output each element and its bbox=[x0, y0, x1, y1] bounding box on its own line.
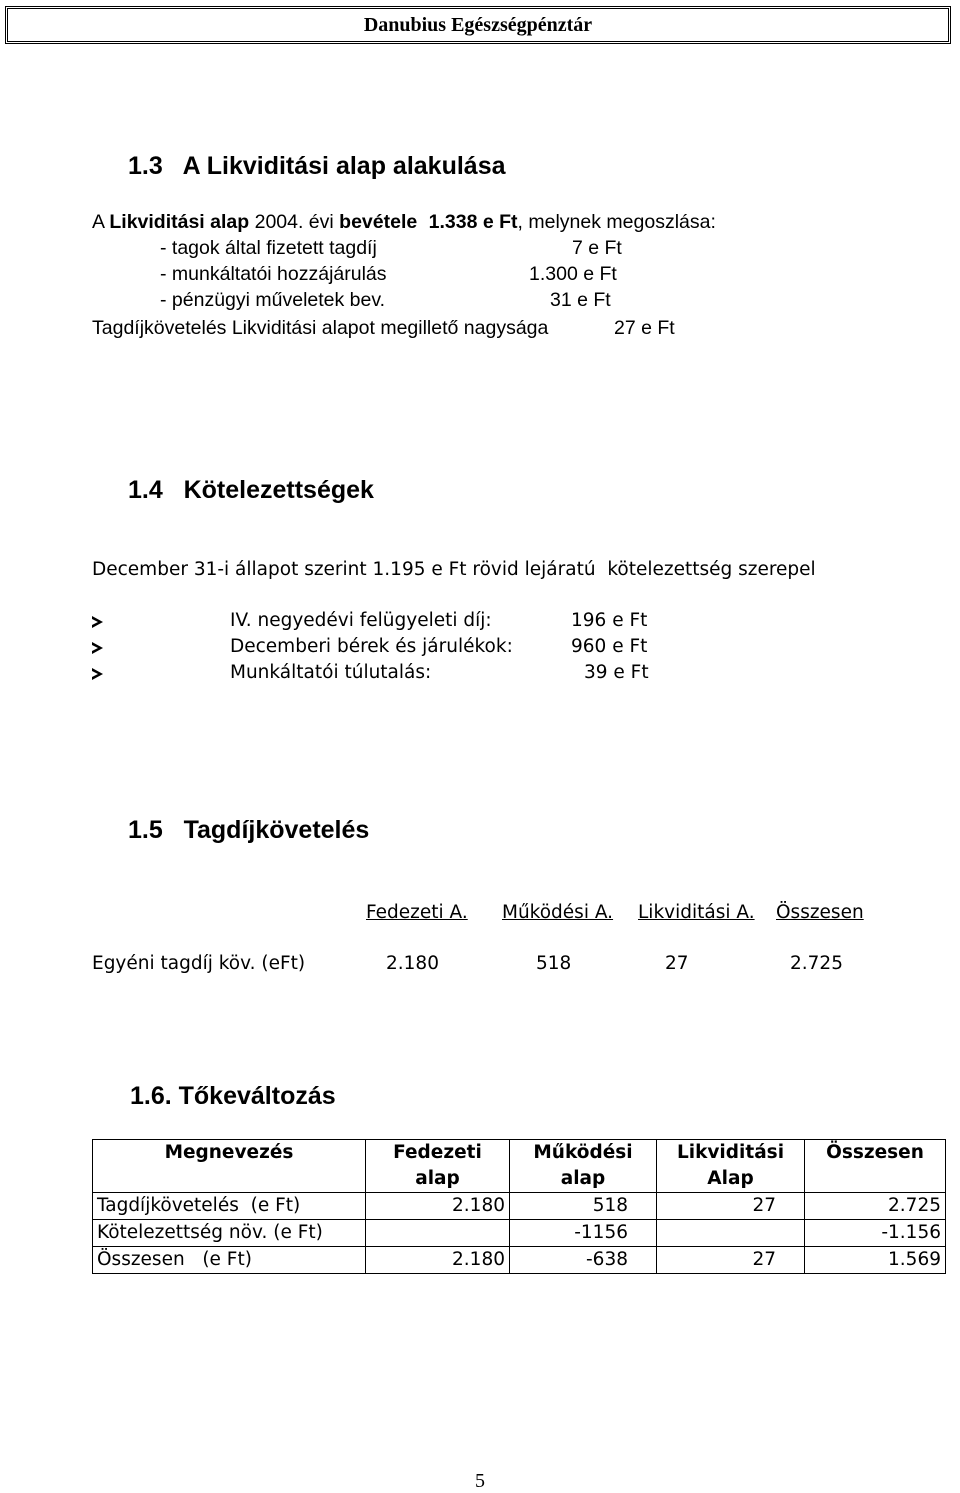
table-row bbox=[93, 1247, 946, 1274]
table-header-cell: Összesen bbox=[805, 1140, 946, 1193]
s14-item-label: IV. negyedévi felügyeleti díj: bbox=[230, 610, 492, 631]
table-header-row bbox=[93, 1140, 946, 1193]
table-cell: 1.569 bbox=[805, 1247, 946, 1274]
s14-item-label: Munkáltatói túlutalás: bbox=[230, 662, 432, 683]
s15-col-header: Működési A. bbox=[502, 902, 614, 923]
page-header bbox=[5, 6, 951, 44]
s15-row-value: 518 bbox=[536, 953, 572, 974]
section-1-4-heading: 1.4 Kötelezettségek bbox=[128, 476, 374, 504]
table-cell: -1156 bbox=[510, 1220, 657, 1247]
table-cell bbox=[657, 1220, 805, 1247]
table-cell: 27 bbox=[657, 1247, 805, 1274]
table-cell: Tagdíjkövetelés (e Ft) bbox=[93, 1193, 366, 1220]
s13-item-value: 1.300 e Ft bbox=[529, 263, 617, 285]
s13-intro-d: bevétele bbox=[339, 211, 418, 233]
page-number: 5 bbox=[475, 1470, 485, 1492]
arrow-bullet-icon bbox=[92, 616, 103, 628]
table-header-cell: Megnevezés bbox=[93, 1140, 366, 1193]
table-row bbox=[93, 1220, 946, 1247]
table-cell: 2.725 bbox=[805, 1193, 946, 1220]
table-row bbox=[93, 1193, 946, 1220]
s13-item-value: 7 e Ft bbox=[572, 237, 622, 259]
section-1-6-heading: 1.6. Tőkeváltozás bbox=[130, 1082, 336, 1110]
s13-item-label: - pénzügyi műveletek bev. bbox=[160, 289, 386, 311]
s14-item-value: 196 e Ft bbox=[571, 610, 648, 631]
s14-intro: December 31-i állapot szerint 1.195 e Ft rövid lejáratú kötelezettség szerepel bbox=[92, 559, 816, 580]
table-cell: Kötelezettség növ. (e Ft) bbox=[93, 1220, 366, 1247]
header-title: Danubius Egészségpénztár bbox=[363, 13, 593, 36]
s13-intro-e: 1.338 e Ft bbox=[428, 211, 518, 233]
s15-row-value: 2.725 bbox=[790, 953, 843, 974]
table-cell: Összesen (e Ft) bbox=[93, 1247, 366, 1274]
s13-intro bbox=[92, 211, 716, 234]
section-1-3-heading: 1.3 A Likviditási alap alakulása bbox=[128, 152, 506, 180]
table-header-cell: Működési alap bbox=[510, 1140, 657, 1193]
equity-change-table bbox=[92, 1139, 946, 1274]
s13-claim-value: 27 e Ft bbox=[614, 317, 675, 339]
s13-intro-c: 2004. évi bbox=[254, 211, 334, 233]
table-header-cell: Fedezeti alap bbox=[366, 1140, 510, 1193]
table-cell bbox=[366, 1220, 510, 1247]
s15-col-header: Összesen bbox=[776, 902, 864, 923]
s13-item-value: 31 e Ft bbox=[550, 289, 611, 311]
table-cell: 27 bbox=[657, 1193, 805, 1220]
table-cell: 518 bbox=[510, 1193, 657, 1220]
s15-col-header: Fedezeti A. bbox=[366, 902, 468, 923]
arrow-bullet-icon bbox=[92, 642, 103, 654]
table-header-cell: Likviditási Alap bbox=[657, 1140, 805, 1193]
section-1-5-heading: 1.5 Tagdíjkövetelés bbox=[128, 816, 370, 844]
s14-item-value: 960 e Ft bbox=[571, 636, 648, 657]
table-cell: -638 bbox=[510, 1247, 657, 1274]
table-cell: 2.180 bbox=[366, 1193, 510, 1220]
s13-intro-f: , melynek megoszlása: bbox=[517, 211, 716, 233]
s14-item-label: Decemberi bérek és járulékok: bbox=[230, 636, 513, 657]
s13-claim-label: Tagdíjkövetelés Likviditási alapot megillető nagysága bbox=[92, 317, 549, 339]
s15-col-header: Likviditási A. bbox=[638, 902, 755, 923]
s13-item-label: - munkáltatói hozzájárulás bbox=[160, 263, 387, 285]
s15-row-value: 27 bbox=[665, 953, 689, 974]
arrow-bullet-icon bbox=[92, 668, 103, 680]
s13-intro-a: A bbox=[92, 211, 104, 233]
table-cell: 2.180 bbox=[366, 1247, 510, 1274]
table-cell: -1.156 bbox=[805, 1220, 946, 1247]
s13-intro-b: Likviditási alap bbox=[109, 211, 250, 233]
s14-item-value: 39 e Ft bbox=[584, 662, 649, 683]
s15-row-label: Egyéni tagdíj köv. (eFt) bbox=[92, 953, 306, 974]
s13-item-label: - tagok által fizetett tagdíj bbox=[160, 237, 377, 259]
s15-row-value: 2.180 bbox=[386, 953, 439, 974]
